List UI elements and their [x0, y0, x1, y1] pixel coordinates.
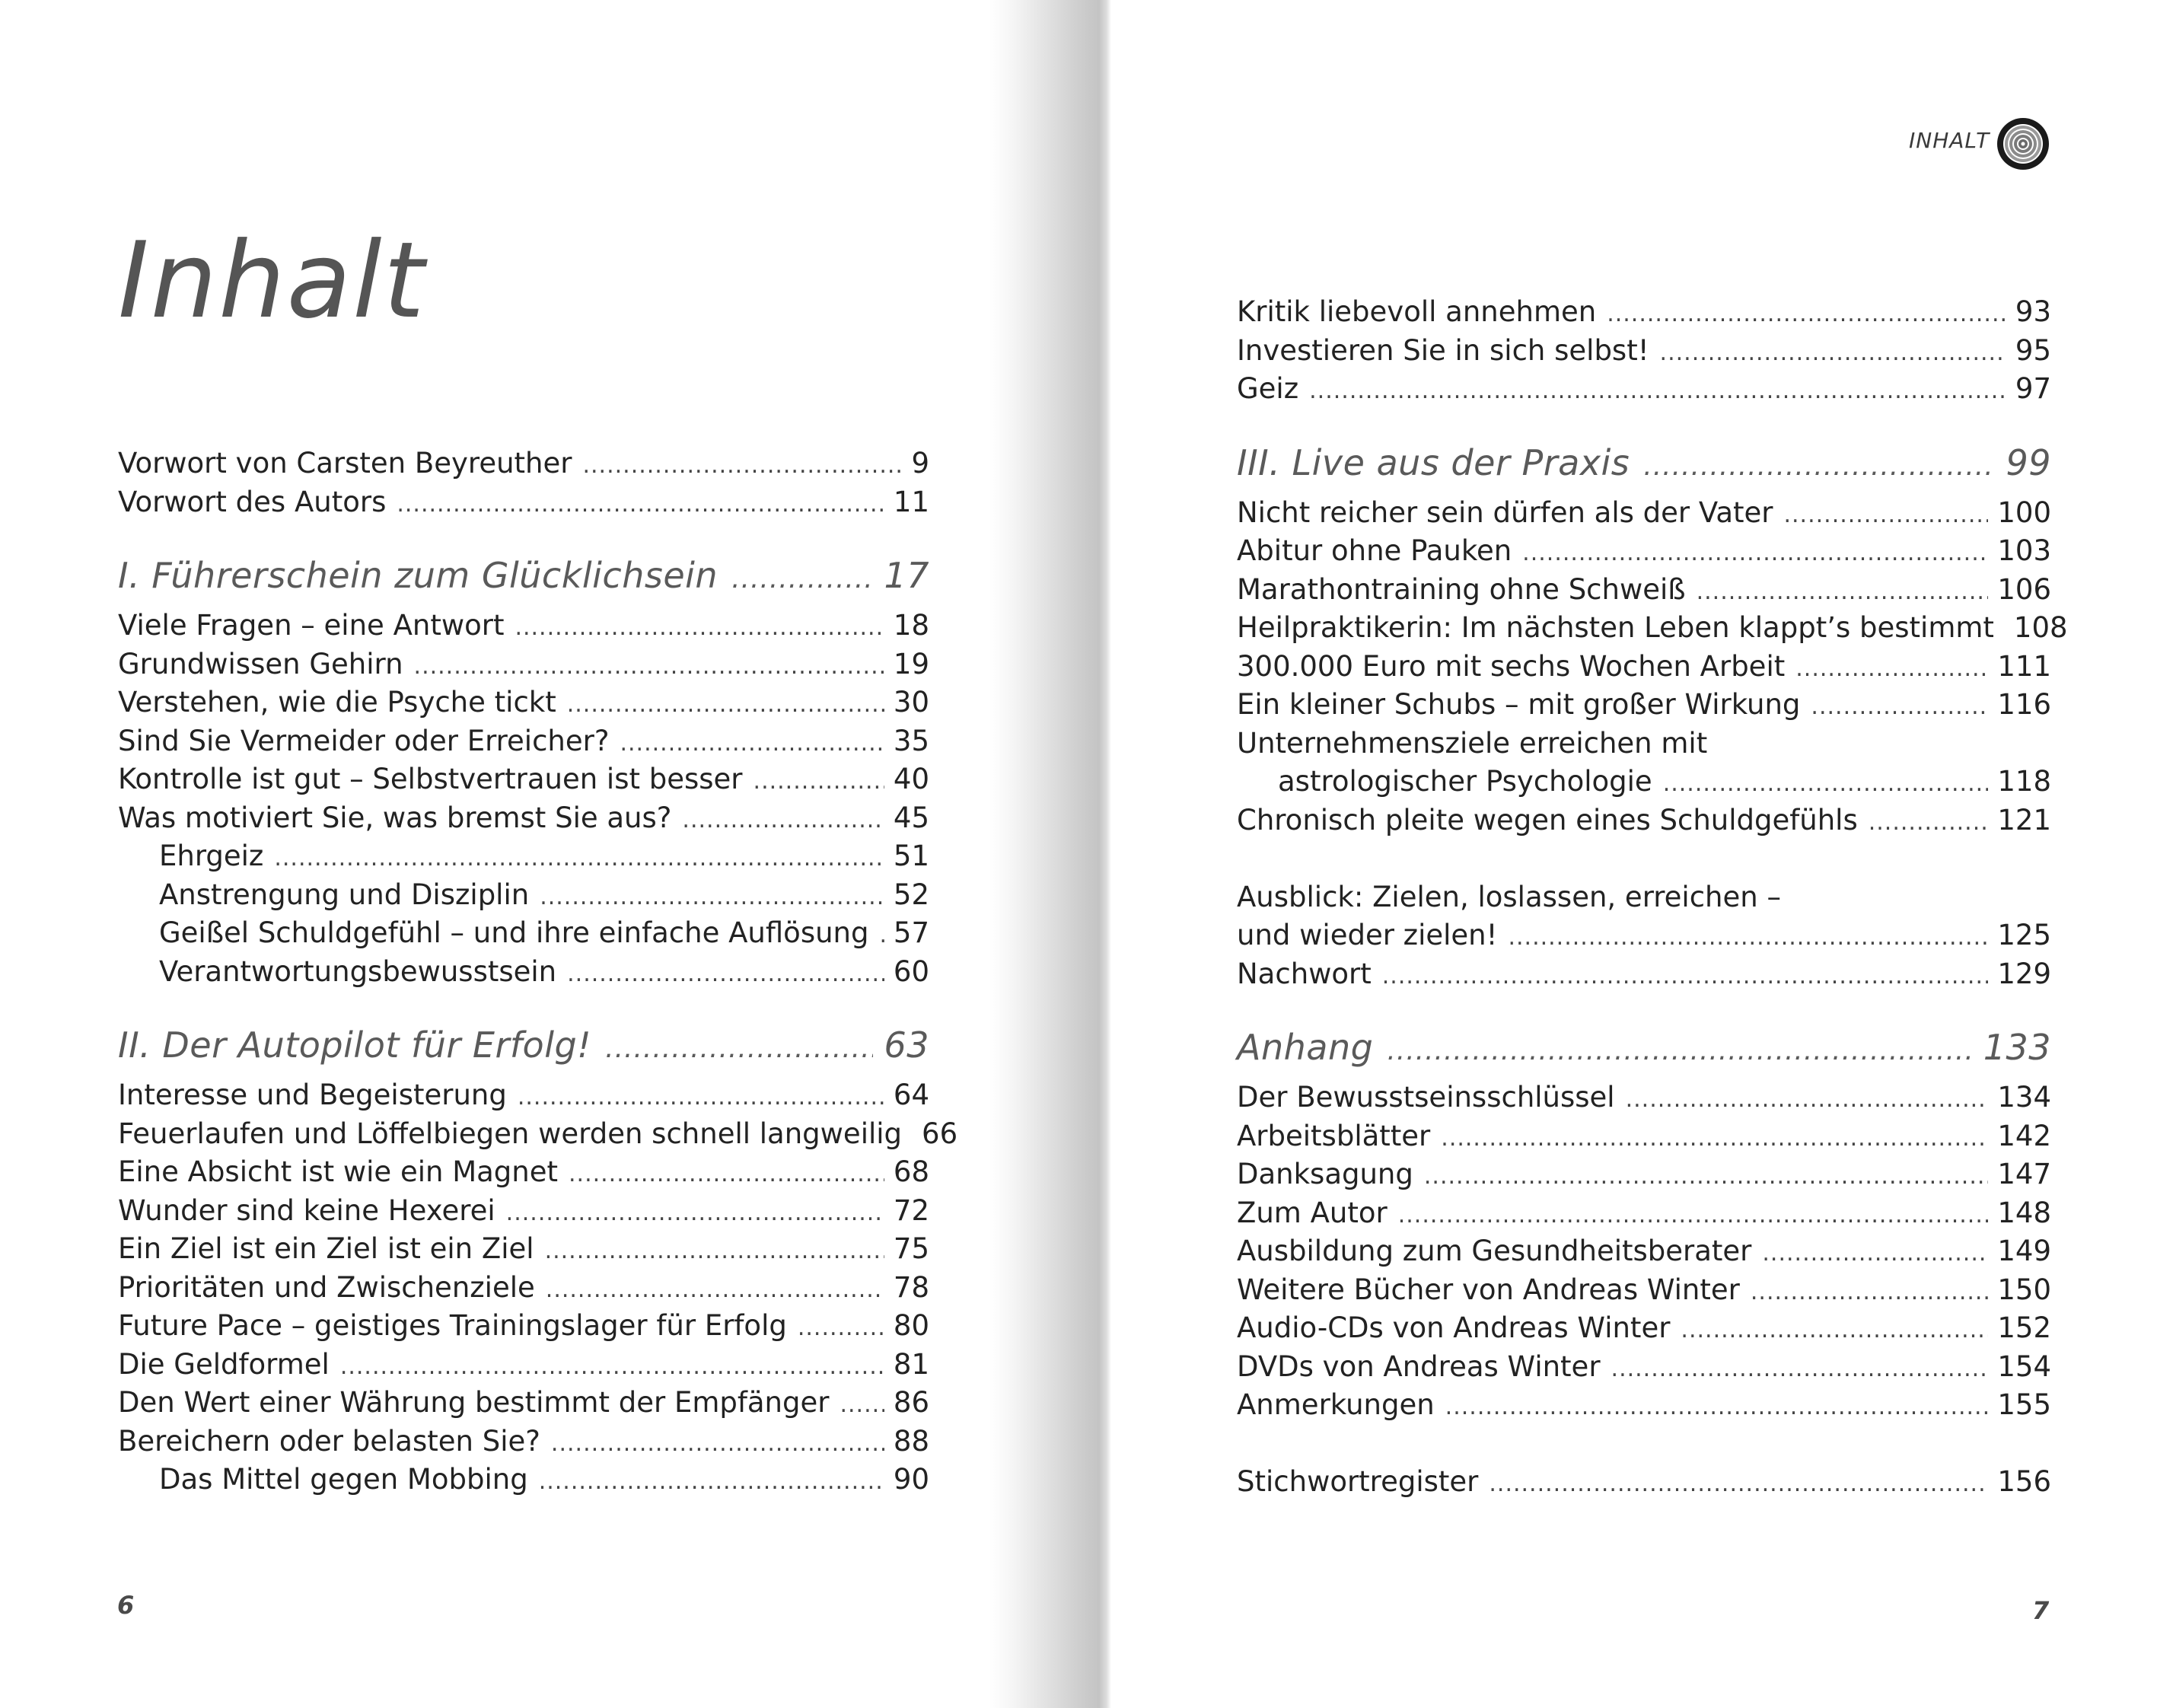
toc-entry-page: 86: [893, 1386, 929, 1419]
toc-entry-title: Heilpraktikerin: Im nächsten Leben klappt’s bestimmt: [1237, 611, 1994, 644]
toc-entry-page: 35: [893, 724, 929, 757]
toc-entry[interactable]: [118, 1192, 929, 1231]
toc-entry[interactable]: [1237, 801, 2051, 840]
toc-entry[interactable]: [118, 760, 929, 799]
section-page: 17: [884, 555, 929, 596]
toc-left: [118, 445, 958, 1499]
toc-entry-page: 19: [893, 647, 929, 680]
toc-entry-page: 111: [1997, 649, 2051, 683]
toc-entry-page: 95: [2015, 333, 2051, 367]
toc-entry-title: Ausbildung zum Gesundheitsberater: [1237, 1235, 1752, 1267]
toc-entry-title: Geißel Schuldgefühl – und ihre einfache Auflösung: [159, 916, 869, 949]
toc-section-heading[interactable]: [1237, 1028, 2051, 1079]
dot-leader: [682, 801, 884, 840]
toc-entry[interactable]: [118, 1269, 929, 1308]
toc-entry-title: Prioritäten und Zwischenziele: [118, 1270, 535, 1304]
toc-entry-title: Ausblick: Zielen, loslassen, erreichen –: [1237, 880, 1781, 913]
toc-entry-title: Audio-CDs von Andreas Winter: [1237, 1311, 1671, 1344]
dot-leader: [1660, 334, 2006, 373]
toc-entry-page: 64: [893, 1079, 929, 1111]
section-title: III. Live aus der Praxis: [1237, 441, 1630, 483]
toc-entry[interactable]: [1237, 332, 2051, 371]
dot-leader: [1611, 1350, 1989, 1389]
toc-entry-title: Die Geldformel: [118, 1347, 330, 1381]
dot-leader: [1697, 573, 1989, 612]
toc-entry-page: 9: [911, 447, 929, 480]
toc-entry-page: 142: [1997, 1119, 2051, 1152]
toc-entry[interactable]: [1237, 571, 2051, 610]
dot-leader: [567, 686, 884, 725]
dot-leader: [1811, 688, 1988, 727]
toc-entry[interactable]: [118, 483, 929, 522]
toc-subentry[interactable]: [118, 837, 929, 876]
dot-leader: [1441, 1120, 1988, 1158]
toc-entry[interactable]: [118, 1346, 929, 1385]
toc-entry-page: 103: [1997, 534, 2051, 567]
toc-entry-title: Anstrengung und Disziplin: [159, 878, 530, 911]
toc-entry-title: Sind Sie Vermeider oder Erreicher?: [118, 724, 610, 757]
toc-entry-page: 116: [1997, 688, 2051, 721]
toc-entry-title: Geiz: [1237, 372, 1299, 405]
toc-subentry[interactable]: [118, 953, 929, 992]
toc-entry-title: Kritik liebevoll annehmen: [1237, 295, 1597, 328]
toc-entry-title: Grundwissen Gehirn: [118, 647, 403, 680]
toc-entry-title: Zum Autor: [1237, 1196, 1388, 1229]
toc-entry-title: Das Mittel gegen Mobbing: [159, 1463, 528, 1496]
dot-leader: [340, 1348, 884, 1387]
toc-entry[interactable]: [118, 1153, 929, 1192]
toc-entry[interactable]: [1237, 609, 2068, 648]
toc-entry-title: Weitere Bücher von Andreas Winter: [1237, 1273, 1740, 1306]
toc-entry-title: Verstehen, wie die Psyche tickt: [118, 686, 556, 719]
toc-subentry[interactable]: [118, 876, 929, 915]
toc-entry-page: 149: [1997, 1235, 2051, 1267]
dot-leader: [1643, 448, 1995, 486]
section-page: 133: [1983, 1027, 2051, 1068]
toc-entry-title: Chronisch pleite wegen eines Schuldgefühls: [1237, 803, 1858, 836]
dot-leader: [1309, 372, 2006, 411]
dot-leader: [274, 840, 884, 878]
spacer: [118, 521, 929, 556]
toc-entry-title: Abitur ohne Pauken: [1237, 534, 1512, 567]
toc-entry[interactable]: [1237, 1271, 2051, 1310]
toc-entry-title: 300.000 Euro mit sechs Wochen Arbeit: [1237, 649, 1786, 683]
dot-leader: [414, 648, 884, 687]
toc-entry-page: 30: [893, 686, 929, 719]
dot-leader: [582, 447, 902, 486]
toc-entry-title: Wunder sind keine Hexerei: [118, 1193, 495, 1227]
toc-entry-title: Interesse und Begeisterung: [118, 1079, 507, 1111]
toc-section-heading[interactable]: [118, 556, 929, 607]
toc-entry-page: 97: [2015, 372, 2051, 405]
toc-entry-title: Nachwort: [1237, 957, 1372, 990]
toc-entry-title: astrologischer Psychologie: [1278, 765, 1652, 798]
toc-entry[interactable]: [1237, 955, 2051, 994]
dot-leader: [551, 1425, 884, 1464]
toc-entry[interactable]: [1237, 1386, 2051, 1425]
toc-entry[interactable]: [118, 445, 929, 483]
toc-entry-title: Anmerkungen: [1237, 1388, 1435, 1421]
spacer: [1237, 840, 2051, 878]
toc-entry-title: Nicht reicher sein dürfen als der Vater: [1237, 496, 1773, 529]
toc-entry-wrapped-line2[interactable]: [1237, 763, 2051, 801]
dot-leader: [1751, 1273, 1989, 1312]
toc-entry-page: 75: [893, 1232, 929, 1265]
toc-entry-page: 57: [893, 916, 929, 949]
toc-entry-page: 81: [893, 1347, 929, 1381]
toc-entry-page: 78: [893, 1270, 929, 1304]
dot-leader: [1783, 496, 1988, 535]
toc-entry-title: Vorwort von Carsten Beyreuther: [118, 447, 572, 480]
toc-entry[interactable]: [118, 645, 929, 684]
toc-entry-title: Unternehmensziele erreichen mit: [1237, 726, 1708, 760]
toc-entry-page: 152: [1997, 1311, 2051, 1344]
toc-entry-title: Stichwortregister: [1237, 1465, 1479, 1498]
toc-entry-title: und wieder zielen!: [1237, 919, 1498, 951]
dot-leader: [1626, 1081, 1989, 1120]
toc-subentry[interactable]: [118, 914, 929, 953]
toc-entry-page: 154: [1997, 1350, 2051, 1383]
toc-entry-title: Ein kleiner Schubs – mit großer Wirkung: [1237, 688, 1801, 721]
section-page: 63: [884, 1024, 929, 1066]
dot-leader: [506, 1194, 884, 1233]
dot-leader: [540, 878, 884, 917]
toc-entry[interactable]: [118, 607, 929, 645]
toc-entry[interactable]: [118, 1230, 929, 1269]
dot-leader: [840, 1386, 884, 1425]
dot-leader: [1522, 534, 1988, 573]
dot-leader: [1869, 804, 1989, 843]
toc-entry-page: 40: [893, 763, 929, 795]
toc-entry-page: 52: [893, 878, 929, 911]
toc-entry-title: Ein Ziel ist ein Ziel ist ein Ziel: [118, 1232, 534, 1265]
dot-leader: [1508, 919, 1988, 958]
toc-entry[interactable]: [1237, 1155, 2051, 1194]
toc-entry[interactable]: [1237, 1079, 2051, 1117]
toc-entry-page: 121: [1997, 803, 2051, 836]
dot-leader: [539, 1463, 884, 1502]
toc-entry-title: Feuerlaufen und Löffelbiegen werden schnell langweilig: [118, 1117, 903, 1150]
toc-entry[interactable]: [118, 799, 929, 838]
dot-leader: [605, 1030, 873, 1069]
dot-leader: [569, 1155, 884, 1194]
dot-leader: [1398, 1197, 1989, 1235]
toc-subentry[interactable]: [118, 1461, 929, 1499]
toc-entry[interactable]: [1237, 1348, 2051, 1387]
toc-entry-title: Investieren Sie in sich selbst!: [1237, 333, 1649, 367]
toc-entry-title: Was motiviert Sie, was bremst Sie aus?: [118, 801, 672, 834]
spacer: [1237, 993, 2051, 1028]
dot-leader: [1762, 1235, 1988, 1273]
dot-leader: [1795, 650, 1988, 689]
toc-entry-page: 88: [893, 1424, 929, 1458]
toc-entry-title: Kontrolle ist gut – Selbstvertrauen ist besser: [118, 763, 743, 795]
toc-entry[interactable]: [1237, 1232, 2051, 1271]
toc-entry[interactable]: [1237, 1309, 2051, 1348]
toc-entry[interactable]: [1237, 370, 2051, 409]
toc-entry-title: Danksagung: [1237, 1158, 1413, 1190]
toc-entry-title: Viele Fragen – eine Antwort: [118, 609, 505, 642]
toc-entry[interactable]: [118, 1423, 929, 1461]
left-page: [0, 0, 1012, 1708]
page-title: Inhalt: [118, 219, 426, 342]
toc-entry-title: Verantwortungsbewusstsein: [159, 954, 557, 988]
toc-entry-page: 156: [1997, 1465, 2051, 1498]
toc-entry[interactable]: [118, 722, 929, 761]
page-number: 6: [117, 1591, 135, 1620]
toc-entry-page: 60: [893, 954, 929, 988]
toc-entry-title: DVDs von Andreas Winter: [1237, 1350, 1601, 1383]
section-title: I. Führerschein zum Glücklichsein: [118, 555, 718, 596]
dot-leader: [731, 560, 873, 599]
running-head: INHALT: [1909, 128, 1990, 153]
toc-entry-title: Bereichern oder belasten Sie?: [118, 1424, 540, 1458]
toc-entry-title: Ehrgeiz: [159, 840, 264, 872]
toc-entry-page: 90: [893, 1463, 929, 1496]
toc-entry-page: 51: [893, 840, 929, 872]
dot-leader: [545, 1232, 884, 1271]
toc-entry-page: 134: [1997, 1081, 2051, 1114]
dot-leader: [798, 1309, 884, 1348]
dot-leader: [620, 725, 884, 763]
toc-entry[interactable]: [1237, 1117, 2051, 1156]
dot-leader: [1489, 1465, 1988, 1504]
toc-entry[interactable]: [118, 1307, 929, 1346]
toc-entry-page: 100: [1997, 496, 2051, 529]
toc-entry-page: 148: [1997, 1196, 2051, 1229]
page-number: 7: [2032, 1596, 2050, 1625]
toc-entry-page: 150: [1997, 1273, 2051, 1306]
toc-entry-page: 155: [1997, 1388, 2051, 1421]
toc-entry-page: 18: [893, 609, 929, 642]
toc-entry[interactable]: [118, 684, 929, 722]
toc-entry-title: Den Wert einer Währung bestimmt der Empfänger: [118, 1386, 830, 1419]
toc-entry-page: 45: [893, 801, 929, 834]
spacer: [1237, 1425, 2051, 1464]
toc-entry-wrapped-line1[interactable]: [1237, 878, 2051, 917]
toc-entry-page: 106: [1997, 572, 2051, 606]
toc-entry[interactable]: [1237, 532, 2051, 571]
toc-entry[interactable]: [1237, 293, 2051, 332]
toc-entry-page: 129: [1997, 957, 2051, 990]
toc-entry[interactable]: [118, 1076, 929, 1115]
toc-entry-page: 68: [893, 1155, 929, 1188]
toc-entry-title: Eine Absicht ist wie ein Magnet: [118, 1155, 558, 1188]
toc-entry-page: 80: [893, 1309, 929, 1342]
dot-leader: [1445, 1388, 1989, 1427]
dot-leader: [1387, 1032, 1972, 1071]
dot-leader: [1681, 1311, 1988, 1350]
toc-entry-title: Future Pace – geistiges Trainingslager für Erfolg: [118, 1309, 787, 1342]
toc-entry-page: 118: [1997, 765, 2051, 798]
toc-entry[interactable]: [1237, 1194, 2051, 1233]
spacer: [118, 991, 929, 1026]
toc-right: [1237, 293, 2068, 1502]
dot-leader: [754, 763, 884, 801]
toc-entry-page: 108: [2013, 611, 2068, 644]
toc-entry[interactable]: [118, 1115, 958, 1154]
dot-leader: [567, 955, 884, 994]
toc-entry-page: 11: [893, 485, 929, 518]
toc-entry[interactable]: [118, 1384, 929, 1423]
section-title: Anhang: [1237, 1027, 1374, 1068]
toc-entry-page: 147: [1997, 1158, 2051, 1190]
toc-entry[interactable]: [1237, 686, 2051, 725]
toc-entry-title: Arbeitsblätter: [1237, 1119, 1431, 1152]
section-title: II. Der Autopilot für Erfolg!: [118, 1024, 592, 1066]
toc-section-heading[interactable]: [118, 1026, 929, 1076]
dot-leader: [1382, 958, 1989, 996]
dot-leader: [1663, 765, 1989, 804]
dot-leader: [397, 486, 884, 524]
dot-leader: [515, 609, 884, 648]
toc-entry[interactable]: [1237, 1463, 2051, 1502]
dot-leader: [879, 916, 884, 955]
toc-entry-page: 66: [922, 1117, 958, 1150]
toc-entry[interactable]: [1237, 648, 2051, 687]
toc-entry-page: 93: [2015, 295, 2051, 328]
toc-entry-title: Der Bewusstseinsschlüssel: [1237, 1081, 1615, 1114]
dot-leader: [1607, 295, 2006, 334]
toc-entry-wrapped-line1[interactable]: [1237, 725, 2051, 763]
dot-leader: [518, 1079, 884, 1117]
section-page: 99: [2006, 441, 2051, 483]
spacer: [1237, 409, 2051, 444]
toc-entry-title: Marathontraining ohne Schweiß: [1237, 572, 1686, 606]
toc-entry-wrapped-line2[interactable]: [1237, 916, 2051, 955]
toc-entry[interactable]: [1237, 494, 2051, 533]
toc-section-heading[interactable]: [1237, 441, 2051, 494]
toc-entry-title: Vorwort des Autors: [118, 485, 387, 518]
dot-leader: [546, 1271, 884, 1310]
toc-entry-page: 125: [1997, 919, 2051, 951]
concentric-circles-icon: [1996, 116, 2050, 171]
toc-entry-page: 72: [893, 1193, 929, 1227]
dot-leader: [1424, 1158, 1989, 1197]
